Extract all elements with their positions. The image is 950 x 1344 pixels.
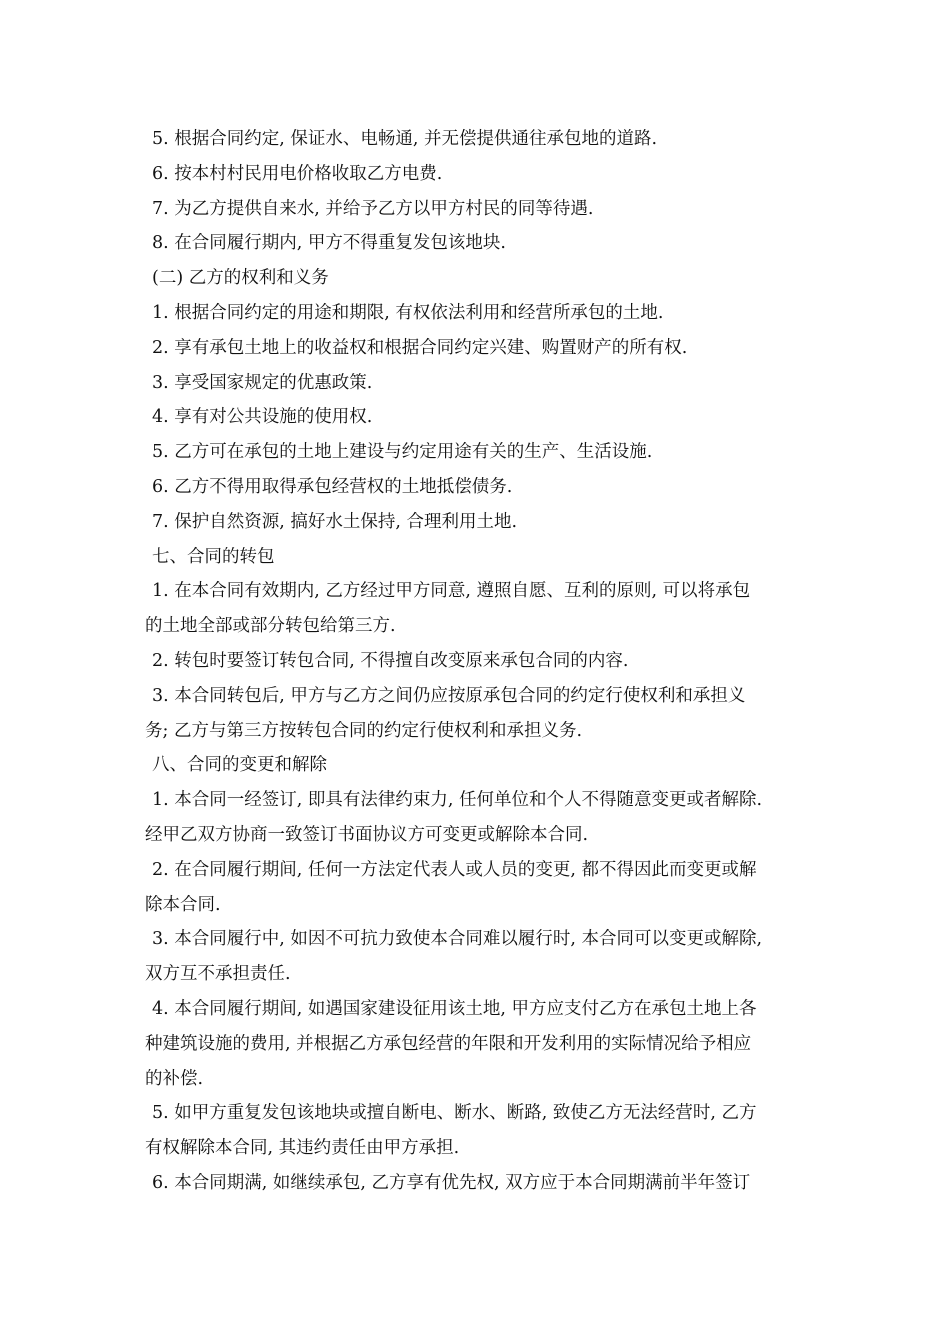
text-line: 1. 本合同一经签订, 即具有法律约束力, 任何单位和个人不得随意变更或者解除.	[152, 790, 763, 811]
text-line: 除本合同.	[145, 894, 221, 915]
text-line: 5. 乙方可在承包的土地上建设与约定用途有关的生产、生活设施.	[152, 442, 653, 463]
text-line: 的补偿.	[145, 1068, 204, 1089]
text-line: 的土地全部或部分转包给第三方.	[145, 616, 396, 637]
document-body	[145, 122, 805, 1201]
text-line: 7. 保护自然资源, 搞好水土保持, 合理利用土地.	[152, 511, 518, 532]
text-line: 七、合同的转包	[152, 546, 275, 567]
text-line: 7. 为乙方提供自来水, 并给予乙方以甲方村民的同等待遇.	[152, 198, 594, 219]
text-line: 3. 本合同转包后, 甲方与乙方之间仍应按原承包合同的约定行使权利和承担义	[152, 685, 746, 706]
text-line: 种建筑设施的费用, 并根据乙方承包经营的年限和开发利用的实际情况给予相应	[145, 1033, 752, 1054]
text-line: 务; 乙方与第三方按转包合同的约定行使权利和承担义务.	[145, 720, 583, 741]
text-line: 2. 享有承包土地上的收益权和根据合同约定兴建、购置财产的所有权.	[152, 337, 688, 358]
text-line: 5. 根据合同约定, 保证水、电畅通, 并无偿提供通往承包地的道路.	[152, 129, 658, 149]
text-line: 2. 转包时要签订转包合同, 不得擅自改变原来承包合同的内容.	[152, 650, 629, 671]
text-line: 5. 如甲方重复发包该地块或擅自断电、断水、断路, 致使乙方无法经营时, 乙方	[152, 1103, 757, 1124]
text-line: 6. 按本村村民用电价格收取乙方电费.	[152, 163, 443, 184]
text-line: 6. 本合同期满, 如继续承包, 乙方享有优先权, 双方应于本合同期满前半年签订	[152, 1172, 751, 1193]
text-line: 1. 在本合同有效期内, 乙方经过甲方同意, 遵照自愿、互利的原则, 可以将承包	[152, 581, 751, 602]
text-line: 3. 本合同履行中, 如因不可抗力致使本合同难以履行时, 本合同可以变更或解除,	[152, 929, 763, 950]
text-line: 1. 根据合同约定的用途和期限, 有权依法利用和经营所承包的土地.	[152, 302, 664, 323]
text-line: 4. 本合同履行期间, 如遇国家建设征用该土地, 甲方应支付乙方在承包土地上各	[152, 998, 757, 1019]
text-line: 八、合同的变更和解除	[152, 755, 327, 776]
text-line: 6. 乙方不得用取得承包经营权的土地抵偿债务.	[152, 476, 513, 497]
text-line: 有权解除本合同, 其违约责任由甲方承担.	[145, 1138, 460, 1159]
text-line: 4. 享有对公共设施的使用权.	[152, 407, 373, 428]
text-line: 经甲乙双方协商一致签订书面协议方可变更或解除本合同.	[145, 824, 589, 845]
text-line: 2. 在合同履行期间, 任何一方法定代表人或人员的变更, 都不得因此而变更或解	[152, 859, 757, 880]
text-line: (二) 乙方的权利和义务	[152, 268, 329, 289]
text-line: 双方互不承担责任.	[145, 964, 291, 985]
text-line: 3. 享受国家规定的优惠政策.	[152, 372, 373, 393]
text-line: 8. 在合同履行期内, 甲方不得重复发包该地块.	[152, 233, 506, 254]
